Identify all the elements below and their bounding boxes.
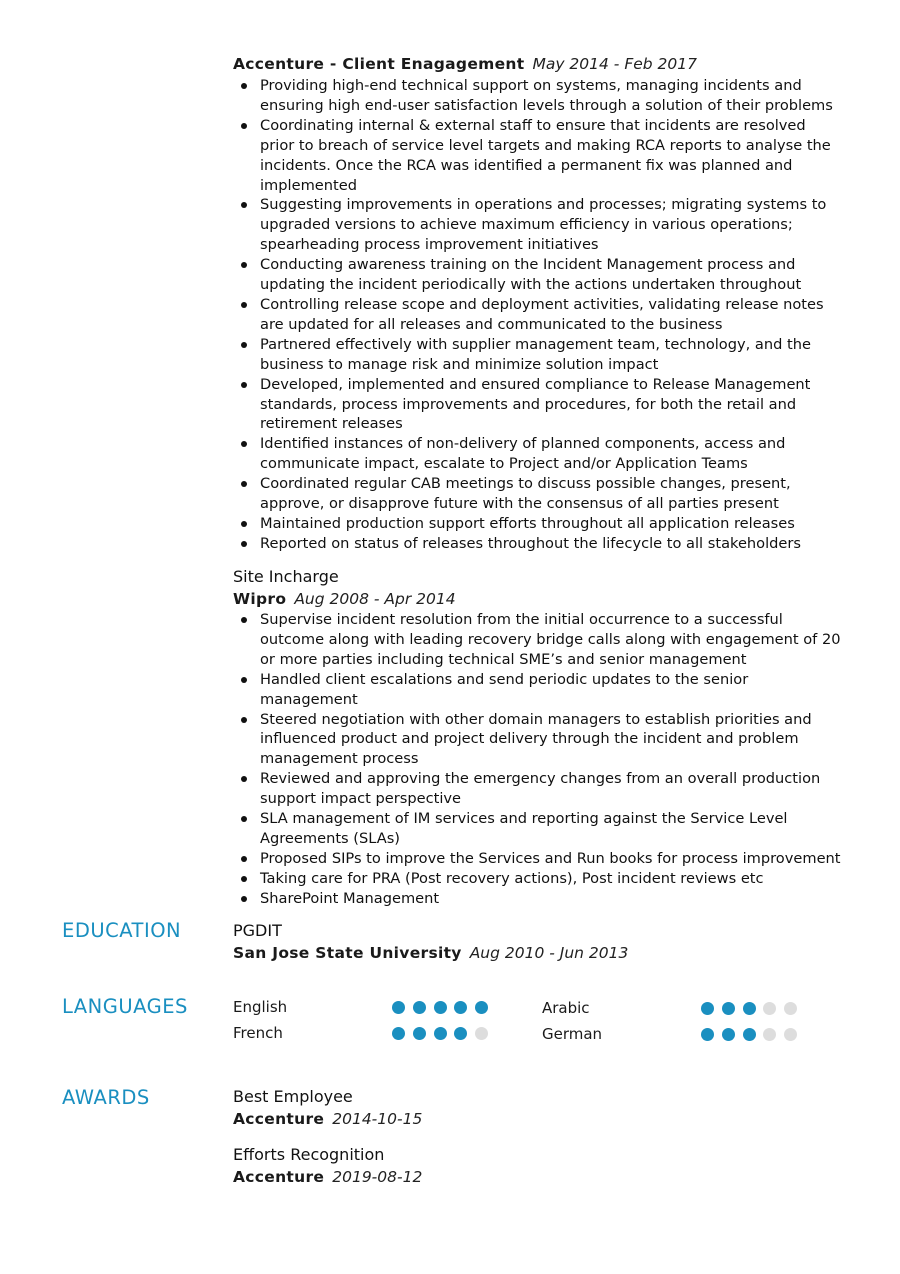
- level-dot-filled: [701, 1002, 714, 1015]
- level-dot-filled: [454, 1001, 467, 1014]
- bullet-item: Maintained production support efforts throughout all application releases: [260, 514, 843, 534]
- language-german: [542, 1024, 842, 1044]
- level-dot-filled: [722, 1002, 735, 1015]
- level-dot-empty: [784, 1002, 797, 1015]
- level-dot-filled: [701, 1028, 714, 1041]
- bullet-item: Supervise incident resolution from the initial occurrence to a successful outcome along with leading recovery bridge calls along with engagement of 20 or more parties including technical SME’s and senior management: [260, 610, 843, 670]
- job-wipro: [233, 566, 843, 909]
- level-dot-filled: [454, 1027, 467, 1040]
- level-dot-empty: [784, 1028, 797, 1041]
- job-dates: Aug 2008 - Apr 2014: [294, 590, 456, 608]
- award-title: Efforts Recognition: [233, 1145, 385, 1164]
- bullet-item: Identified instances of non-delivery of planned components, access and communicate impact, escalate to Project and/or Application Teams: [260, 434, 843, 474]
- award-entry: [233, 1144, 843, 1187]
- language-name: English: [233, 998, 288, 1016]
- language-level: [392, 1027, 496, 1046]
- job-org: Accenture - Client Enagagement: [233, 55, 525, 73]
- school-name: San Jose State University: [233, 944, 462, 962]
- education-dates: Aug 2010 - Jun 2013: [469, 944, 629, 962]
- school-line: [233, 943, 843, 963]
- bullet-item: SharePoint Management: [260, 889, 843, 909]
- job-org: Wipro: [233, 590, 287, 608]
- award-title: Best Employee: [233, 1087, 353, 1106]
- bullet-item: Coordinating internal & external staff to ensure that incidents are resolved prior to breach of service level targets and making RCA reports to analyse the incidents. Once the RCA was identified a permanent fix was planned and implemented: [260, 116, 843, 196]
- level-dot-filled: [413, 1027, 426, 1040]
- level-dot-filled: [392, 1001, 405, 1014]
- language-english: [233, 997, 533, 1017]
- bullet-item: Reviewed and approving the emergency changes from an overall production support impact perspective: [260, 769, 843, 809]
- bullet-item: Taking care for PRA (Post recovery actions), Post incident reviews etc: [260, 869, 843, 889]
- level-dot-empty: [763, 1028, 776, 1041]
- level-dot-filled: [475, 1001, 488, 1014]
- language-name: French: [233, 1024, 283, 1042]
- award-org: Accenture: [233, 1110, 325, 1128]
- bullet-item: Proposed SIPs to improve the Services and Run books for process improvement: [260, 849, 843, 869]
- level-dot-filled: [743, 1002, 756, 1015]
- language-name: German: [542, 1025, 603, 1043]
- degree: PGDIT: [233, 921, 282, 940]
- level-dot-filled: [743, 1028, 756, 1041]
- language-name: Arabic: [542, 999, 590, 1017]
- education-entry: [233, 920, 843, 963]
- bullet-item: SLA management of IM services and reporting against the Service Level Agreements (SLAs): [260, 809, 843, 849]
- language-level: [701, 1002, 805, 1021]
- bullet-item: Reported on status of releases throughout the lifecycle to all stakeholders: [260, 534, 843, 554]
- language-level: [701, 1028, 805, 1047]
- language-french: [233, 1023, 533, 1043]
- bullet-item: Controlling release scope and deployment activities, validating release notes are updated for all releases and communicated to the business: [260, 295, 843, 335]
- level-dot-filled: [722, 1028, 735, 1041]
- job-accenture: [233, 54, 843, 554]
- award-line: [233, 1167, 843, 1187]
- level-dot-filled: [434, 1001, 447, 1014]
- section-heading-education: EDUCATION: [62, 919, 182, 942]
- bullet-item: Handled client escalations and send periodic updates to the senior management: [260, 670, 843, 710]
- bullet-item: Providing high-end technical support on systems, managing incidents and ensuring high end-user satisfaction levels through a solution of their problems: [260, 76, 843, 116]
- bullet-item: Conducting awareness training on the Incident Management process and updating the incident periodically with the actions undertaken throughout: [260, 255, 843, 295]
- level-dot-filled: [434, 1027, 447, 1040]
- award-date: 2019-08-12: [332, 1168, 423, 1186]
- level-dot-empty: [763, 1002, 776, 1015]
- award-line: [233, 1109, 843, 1129]
- bullet-item: Coordinated regular CAB meetings to discuss possible changes, present, approve, or disapprove future with the consensus of all parties present: [260, 474, 843, 514]
- language-level: [392, 1001, 496, 1020]
- level-dot-empty: [475, 1027, 488, 1040]
- award-entry: [233, 1086, 843, 1129]
- job-title: Site Incharge: [233, 567, 339, 586]
- bullet-item: Developed, implemented and ensured compliance to Release Management standards, process improvements and procedures, for both the retail and retirement releases: [260, 375, 843, 435]
- bullet-item: Suggesting improvements in operations and processes; migrating systems to upgraded versions to achieve maximum efficiency in various operations; spearheading process improvement initiatives: [260, 195, 843, 255]
- bullet-item: Partnered effectively with supplier management team, technology, and the business to manage risk and minimize solution impact: [260, 335, 843, 375]
- job-header: [233, 54, 843, 74]
- award-date: 2014-10-15: [332, 1110, 423, 1128]
- language-arabic: [542, 998, 842, 1018]
- section-heading-languages: LANGUAGES: [62, 995, 188, 1018]
- job-header: [233, 589, 843, 609]
- award-org: Accenture: [233, 1168, 325, 1186]
- bullet-item: Steered negotiation with other domain managers to establish priorities and influenced product and project delivery through the incident and problem management process: [260, 710, 843, 770]
- section-heading-awards: AWARDS: [62, 1086, 150, 1109]
- job-bullets: [233, 76, 843, 554]
- job-bullets: [233, 610, 843, 909]
- level-dot-filled: [413, 1001, 426, 1014]
- level-dot-filled: [392, 1027, 405, 1040]
- job-dates: May 2014 - Feb 2017: [532, 55, 697, 73]
